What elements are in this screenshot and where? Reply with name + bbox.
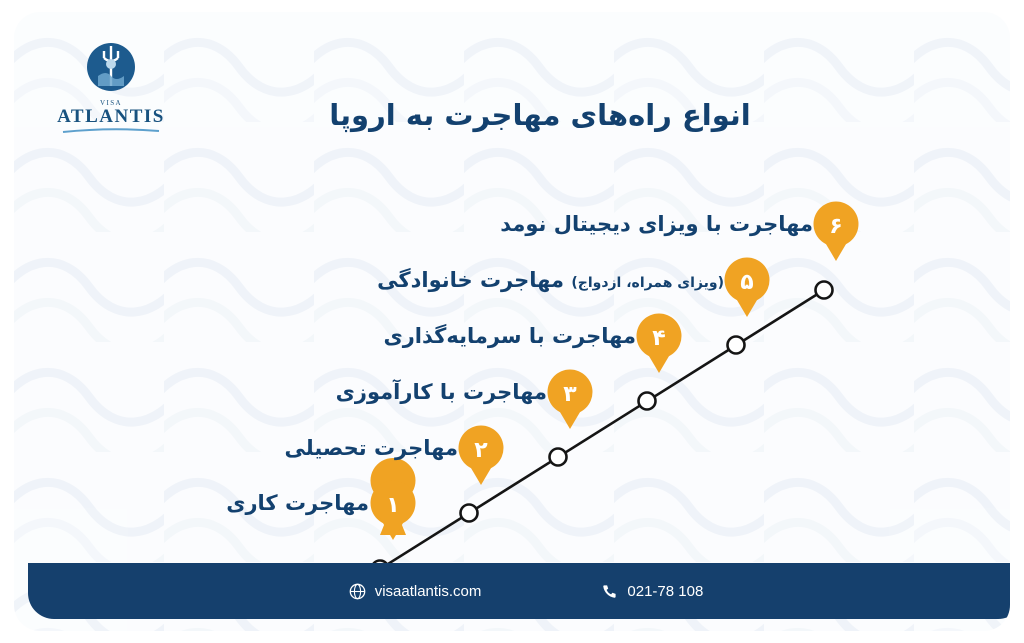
timeline-node-6 (816, 282, 833, 299)
footer-phone-text: 021-78 108 (627, 582, 704, 600)
globe-icon (349, 583, 366, 600)
brand-name-top: VISA (100, 99, 122, 107)
step-label-2: مهاجرت تحصیلی (284, 436, 458, 460)
pin-number-1: ۱ (386, 493, 400, 518)
map-pin-marker-5 (725, 258, 770, 318)
poseidon-trident-logo-icon (82, 40, 140, 98)
pin-number-4: ۴ (652, 326, 666, 351)
map-pin-marker-2 (459, 426, 504, 486)
footer-phone[interactable] (601, 583, 703, 600)
step-label-5: (ویزای همراه، ازدواج) مهاجرت خانوادگی (377, 268, 724, 292)
pin-number-2: ۲ (474, 438, 488, 463)
timeline-node-4 (639, 393, 656, 410)
map-pin-marker-4 (637, 314, 682, 374)
map-pin-marker-3 (548, 370, 593, 430)
timeline-node-5 (728, 337, 745, 354)
map-pin-marker-1 (371, 458, 416, 540)
step-label-3: مهاجرت با کارآموزی (335, 380, 547, 404)
footer-website[interactable] (349, 583, 482, 600)
migration-routes-diagram (14, 162, 1010, 582)
pin-number-6: ۶ (829, 214, 843, 239)
timeline-node-3 (550, 449, 567, 466)
footer-website-text: visaatlantis.com (374, 582, 482, 600)
step-label-1: مهاجرت کاری (226, 491, 369, 515)
page-title: انواع راه‌های مهاجرت به اروپا (329, 98, 751, 132)
pin-number-3: ۳ (563, 382, 577, 407)
poster-card (14, 12, 1010, 631)
brand-name-main: ATLANTIS (57, 106, 165, 127)
map-pin-marker-6 (814, 202, 859, 262)
phone-icon (601, 583, 618, 600)
footer-bar (28, 563, 1010, 619)
pin-number-5: ۵ (740, 270, 754, 295)
step-note-5: (ویزای همراه، ازدواج) (571, 275, 724, 291)
step-label-6: مهاجرت با ویزای دیجیتال نومد (500, 212, 813, 236)
step-label-4: مهاجرت با سرمایه‌گذاری (383, 324, 636, 348)
timeline-node-2 (461, 505, 478, 522)
